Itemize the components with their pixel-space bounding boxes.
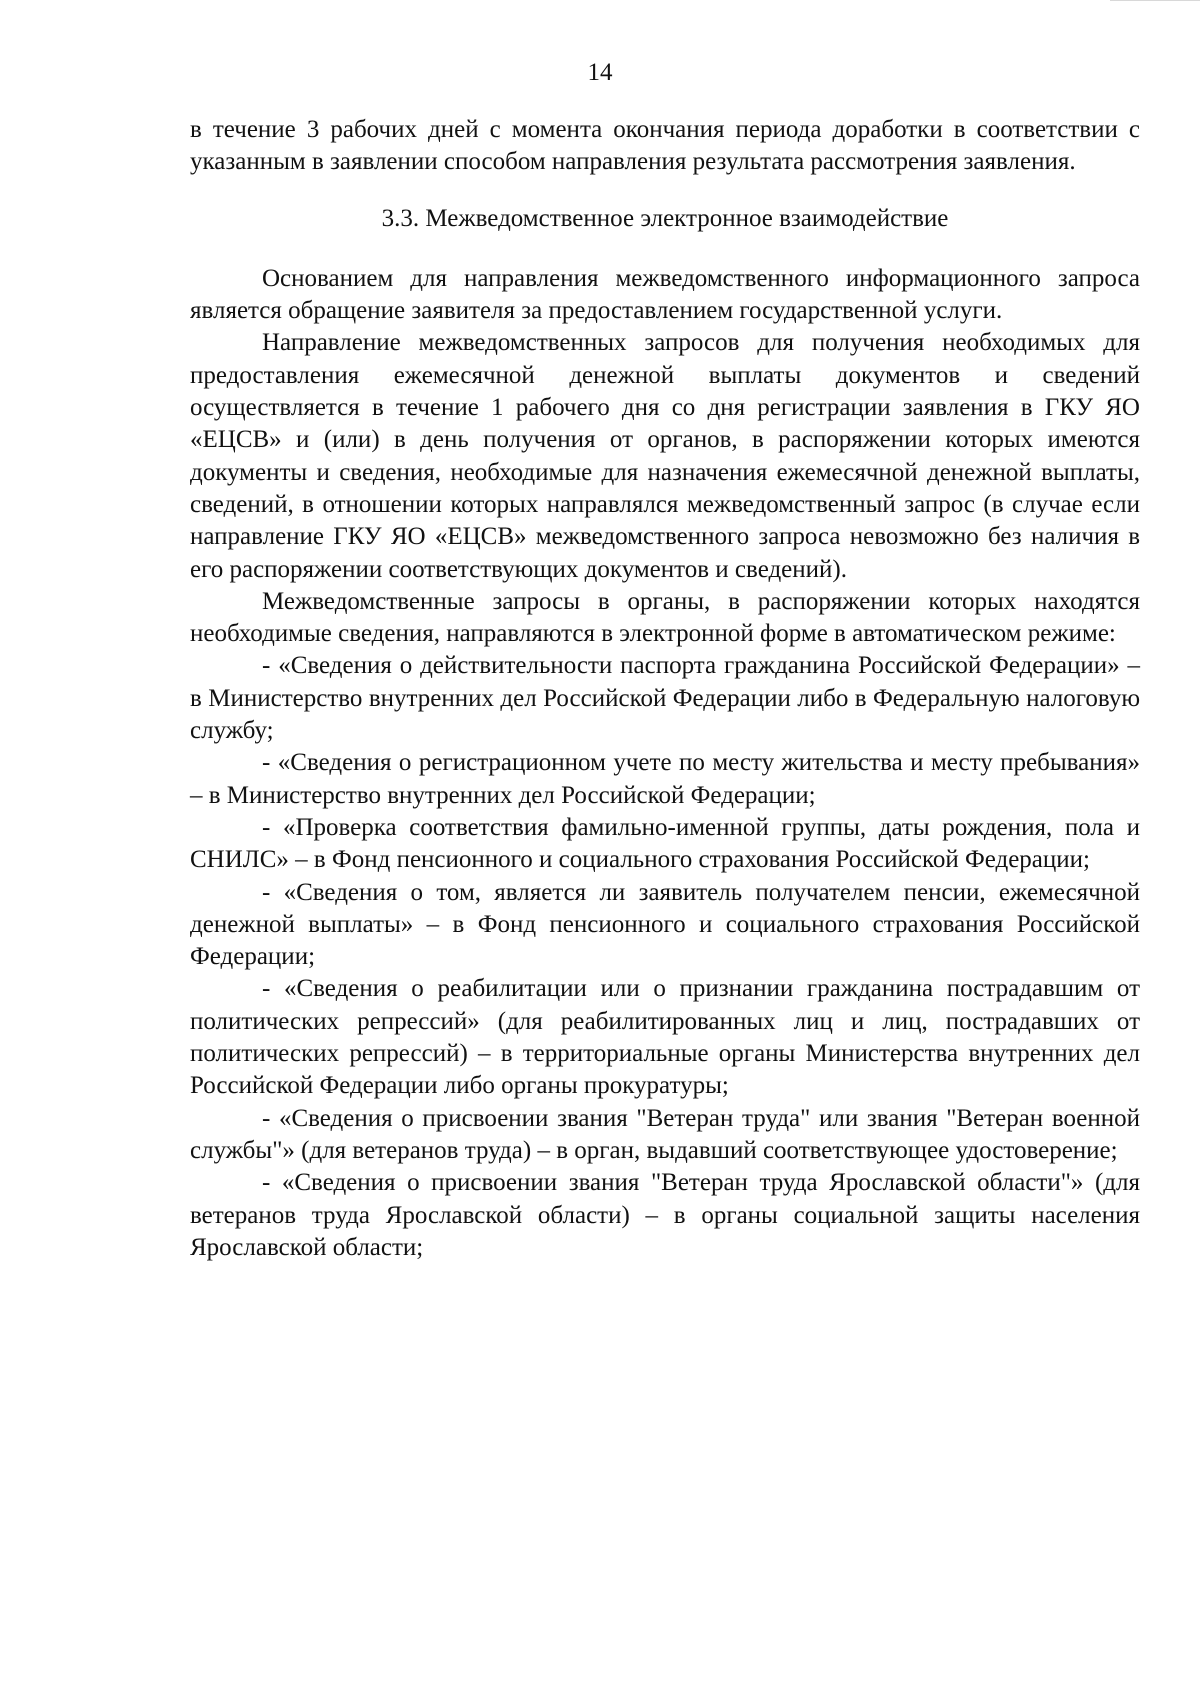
paragraph-basis: Основанием для направления межведомственного информационного запроса является обращение заявителя за предоставлением государственной услуги. (190, 264, 1140, 325)
list-item-pension: - «Сведения о том, является ли заявитель получателем пенсии, ежемесячной денежной выплаты» – в Фонд пенсионного и социального страхования Российской Федерации; (190, 878, 1140, 971)
list-item-registration: - «Сведения о регистрационном учете по месту жительства и месту пребывания» – в Министерство внутренних дел Российской Федерации; (190, 749, 1140, 809)
scan-edge-mark (1110, 0, 1200, 7)
list-item-labour-veteran: - «Сведения о присвоении звания "Ветеран труда" или звания "Ветеран военной службы"» (для ветеранов труда) – в орган, выдавший соответствующее удостоверение; (190, 1104, 1140, 1164)
paragraph-request-list-intro: Межведомственные запросы в органы, в распоряжении которых находятся необходимые сведения, направляются в электронной форме в автоматическом режиме: (190, 587, 1140, 648)
page-number: 14 (587, 59, 613, 86)
paragraph-continuation: в течение 3 рабочих дней с момента окончания периода доработки в соответствии с указанным в заявлении способом направления результата рассмотрения заявления. (190, 116, 1140, 176)
list-item-passport: - «Сведения о действительности паспорта гражданина Российской Федерации» – в Министерство внутренних дел Российской Федерации либо в Федеральную налоговую службу; (190, 652, 1140, 745)
list-item-snils-check: - «Проверка соответствия фамильно-именной группы, даты рождения, пола и СНИЛС» – в Фонд пенсионного и социального страхования Российской Федерации; (190, 813, 1140, 874)
list-item-yaroslavl-veteran: - «Сведения о присвоении звания "Ветеран труда Ярославской области"» (для ветеранов труда Ярославской области) – в органы социальной защиты населения Ярославской области; (190, 1169, 1140, 1261)
list-item-rehabilitation: - «Сведения о реабилитации или о признании гражданина пострадавшим от политических репрессий» (для реабилитированных лиц и лиц, пострадавших от политических репрессий) – в территориальные органы Министерства внутренних дел Российской Федерации либо органы прокуратуры; (190, 975, 1140, 1100)
document-body (190, 114, 1140, 1264)
paragraph-request-timing: Направление межведомственных запросов для получения необходимых для предоставления ежемесячной денежной выплаты документов и сведений осуществляется в течение 1 рабочего дня со дня регистрации заявления в ГКУ ЯО «ЕЦСВ» и (или) в день получения от органов, в распоряжении которых имеются документы и сведения, необходимые для назначения ежемесячной денежной выплаты, сведений, в отношении которых направлялся межведомственный запрос (в случае если направление ГКУ ЯО «ЕЦСВ» межведомственного запроса невозможно без наличия в его распоряжении соответствующих документов и сведений). (190, 329, 1140, 583)
section-heading: 3.3. Межведомственное электронное взаимодействие (381, 204, 949, 232)
